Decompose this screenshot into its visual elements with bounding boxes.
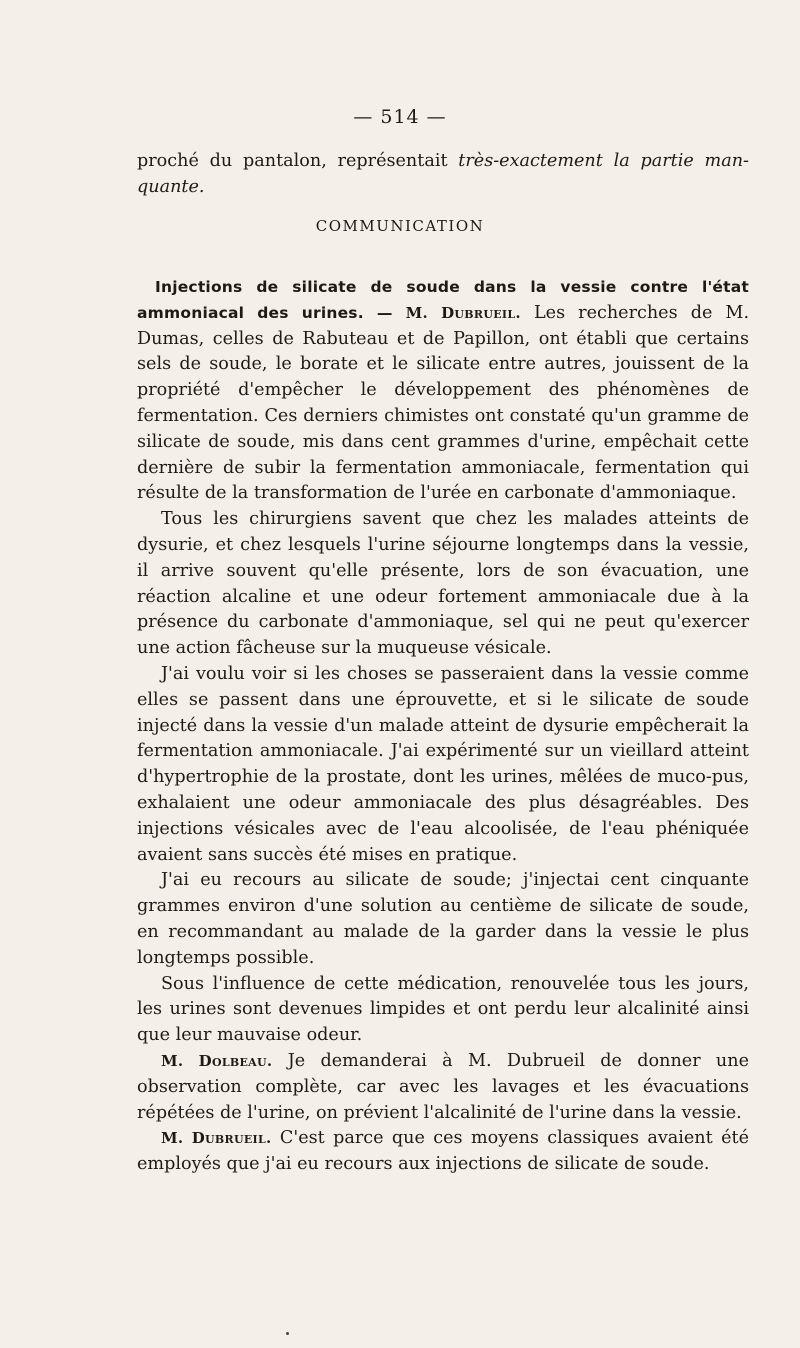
article-first-paragraph bbox=[137, 275, 749, 507]
page-number: — 514 — bbox=[353, 106, 447, 128]
paragraph: Sous l'influence de cette médication, renouvelée tous les jours, les urines sont devenues limpides et ont perdu leur alcalinité ainsi que leur mauvaise odeur. bbox=[137, 973, 749, 1046]
article-body bbox=[137, 275, 749, 1178]
speaker-name: M. Dolbeau. bbox=[161, 1051, 273, 1070]
paragraph: J'ai voulu voir si les choses se passeraient dans la vessie comme elles se passent dans une éprouvette, et si le silicate de soude injecté dans la vessie d'un malade atteint de dysurie empêcherait la fermentation ammoniacale. J'ai expérimenté sur un vieillard atteint d'hypertrophie de la prostate, dont les urines, mêlées de muco-pus, exhalaient une odeur ammoniacale des plus désagréables. Des injections vésicales avec de l'eau alcoolisée, de l'eau phéniquée avaient sans succès été mises en pratique. bbox=[137, 663, 749, 865]
speaker-name: M. Dubrueil. bbox=[161, 1129, 272, 1148]
speaker-text: C'est parce que ces moyens classiques avaient été employés que j'ai eu recours aux injections de silicate de soude. bbox=[137, 1128, 749, 1175]
article-title: Injections de silicate de soude dans la vessie contre l'état ammoniacal des urines. — bbox=[137, 278, 749, 322]
exchange-paragraph bbox=[137, 1126, 749, 1178]
paragraph: J'ai eu recours au silicate de soude; j'injectai cent cinquante grammes environ d'une solution au centième de silicate de soude, en recommandant au malade de la garder dans la vessie le plus longtemps possible. bbox=[137, 870, 749, 968]
intro-text bbox=[137, 149, 749, 201]
intro-paragraph bbox=[137, 149, 749, 201]
paragraph: Tous les chirurgiens savent que chez les malades atteints de dysurie, et chez lesquels l'urine séjourne longtemps dans la vessie, il arrive souvent qu'elle présente, lors de son évacuation, une réaction alcaline et une odeur fortement ammoniacale due à la présence du carbonate d'ammoniaque, sel qui ne peut qu'exercer une action fâcheuse sur la muqueuse vésicale. bbox=[137, 509, 749, 659]
speaker-text: Je demanderai à M. Dubrueil de donner une observation complète, car avec les lavages et les évacuations répétées de l'urine, on prévient l'alcalinité de l'urine dans la vessie. bbox=[137, 1050, 749, 1123]
section-heading: COMMUNICATION bbox=[315, 217, 485, 235]
intro-emphasis: très-exactement la partie man-quante. bbox=[137, 151, 749, 197]
paragraph-text: Les recherches de M. Dumas, celles de Rabuteau et de Papillon, ont établi que certains sels de soude, le borate et le silicate entre autres, jouissent de la propriété d'empêcher le développement des phénomènes de fermentation. Ces derniers chimistes ont constaté qu'un gramme de silicate de soude, mis dans cent grammes d'urine, empêchait cette dernière de subir la fermentation ammoniacale, fermentation qui résulte de la transformation de l'urée en carbonate d'ammoniaque. bbox=[137, 302, 750, 504]
ink-speck bbox=[286, 1332, 289, 1335]
intro-start: proché du pantalon, représentait bbox=[137, 151, 459, 171]
exchange-paragraph bbox=[137, 1049, 749, 1126]
title-speaker: M. Dubrueil. bbox=[405, 303, 521, 322]
